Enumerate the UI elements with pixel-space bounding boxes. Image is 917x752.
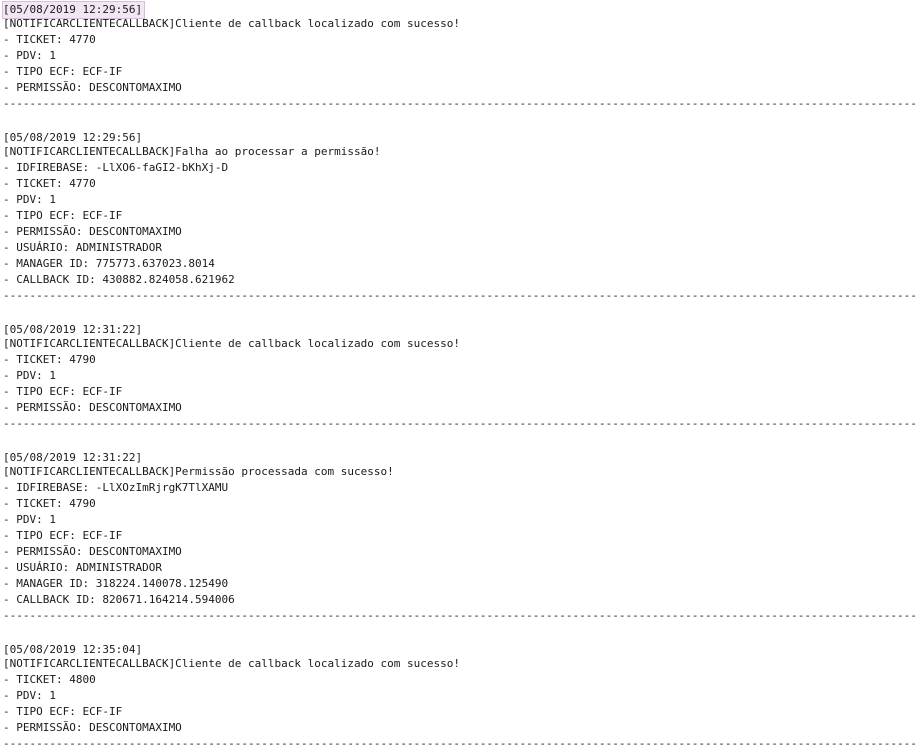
log-field: - TIPO ECF: ECF-IF — [3, 529, 123, 542]
log-field: - TICKET: 4770 — [3, 33, 96, 46]
log-field: - PERMISSÃO: DESCONTOMAXIMO — [3, 545, 182, 558]
separator-line: ------------------------------------------------------------------------------------------------------------------------------------------ — [3, 289, 917, 302]
log-timestamp: [05/08/2019 12:31:22] — [3, 323, 143, 336]
timestamp-row — [3, 128, 625, 144]
log-field: - PERMISSÃO: DESCONTOMAXIMO — [3, 721, 182, 734]
log-timestamp[interactable]: [05/08/2019 12:29:56] — [3, 3, 143, 16]
timestamp-row — [3, 320, 625, 336]
log-field: - MANAGER ID: 318224.140078.125490 — [3, 577, 229, 590]
separator-line: ------------------------------------------------------------------------------------------------------------------------------------------ — [3, 737, 917, 750]
log-field: - TIPO ECF: ECF-IF — [3, 385, 123, 398]
blank-line — [3, 112, 625, 128]
log-field: - PDV: 1 — [3, 513, 56, 526]
log-field: - TICKET: 4790 — [3, 497, 96, 510]
log-entry — [3, 304, 917, 432]
timestamp-row — [3, 640, 625, 656]
log-field: - TICKET: 4770 — [3, 177, 96, 190]
log-field: - USUÁRIO: ADMINISTRADOR — [3, 561, 162, 574]
log-field: - PDV: 1 — [3, 689, 56, 702]
log-field: - MANAGER ID: 775773.637023.8014 — [3, 257, 215, 270]
log-field: - PDV: 1 — [3, 193, 56, 206]
log-field: - TIPO ECF: ECF-IF — [3, 65, 123, 78]
log-entry — [3, 0, 917, 112]
log-message: [NOTIFICARCLIENTECALLBACK]Cliente de callback localizado com sucesso! — [3, 17, 460, 30]
log-field: - TICKET: 4800 — [3, 673, 96, 686]
log-field: - PERMISSÃO: DESCONTOMAXIMO — [3, 81, 182, 94]
log-message: [NOTIFICARCLIENTECALLBACK]Cliente de callback localizado com sucesso! — [3, 337, 460, 350]
log-entry — [3, 432, 917, 624]
separator-line: ------------------------------------------------------------------------------------------------------------------------------------------ — [3, 609, 917, 622]
log-field: - CALLBACK ID: 430882.824058.621962 — [3, 273, 235, 286]
log-message: [NOTIFICARCLIENTECALLBACK]Permissão processada com sucesso! — [3, 465, 394, 478]
timestamp-row — [3, 0, 625, 16]
log-field: - IDFIREBASE: -LlXO6-faGI2-bKhXj-D — [3, 161, 229, 174]
log-timestamp: [05/08/2019 12:35:04] — [3, 643, 143, 656]
timestamp-row — [3, 448, 625, 464]
blank-line — [3, 304, 625, 320]
log-message: [NOTIFICARCLIENTECALLBACK]Cliente de callback localizado com sucesso! — [3, 657, 460, 670]
log-entry — [3, 112, 917, 304]
log-entry — [3, 624, 917, 752]
log-field: - TIPO ECF: ECF-IF — [3, 209, 123, 222]
log-field: - PERMISSÃO: DESCONTOMAXIMO — [3, 225, 182, 238]
log-field: - PDV: 1 — [3, 49, 56, 62]
log-field: - IDFIREBASE: -LlXOzImRjrgK7TlXAMU — [3, 481, 229, 494]
log-field: - PERMISSÃO: DESCONTOMAXIMO — [3, 401, 182, 414]
log-field: - USUÁRIO: ADMINISTRADOR — [3, 241, 162, 254]
log-field: - CALLBACK ID: 820671.164214.594006 — [3, 593, 235, 606]
log-field: - TICKET: 4790 — [3, 353, 96, 366]
log-timestamp: [05/08/2019 12:31:22] — [3, 451, 143, 464]
log-field: - TIPO ECF: ECF-IF — [3, 705, 123, 718]
blank-line — [3, 624, 625, 640]
separator-line: ------------------------------------------------------------------------------------------------------------------------------------------ — [3, 97, 917, 110]
log-timestamp: [05/08/2019 12:29:56] — [3, 131, 143, 144]
blank-line — [3, 432, 625, 448]
log-field: - PDV: 1 — [3, 369, 56, 382]
separator-line: ------------------------------------------------------------------------------------------------------------------------------------------ — [3, 417, 917, 430]
log-message: [NOTIFICARCLIENTECALLBACK]Falha ao processar a permissão! — [3, 145, 381, 158]
